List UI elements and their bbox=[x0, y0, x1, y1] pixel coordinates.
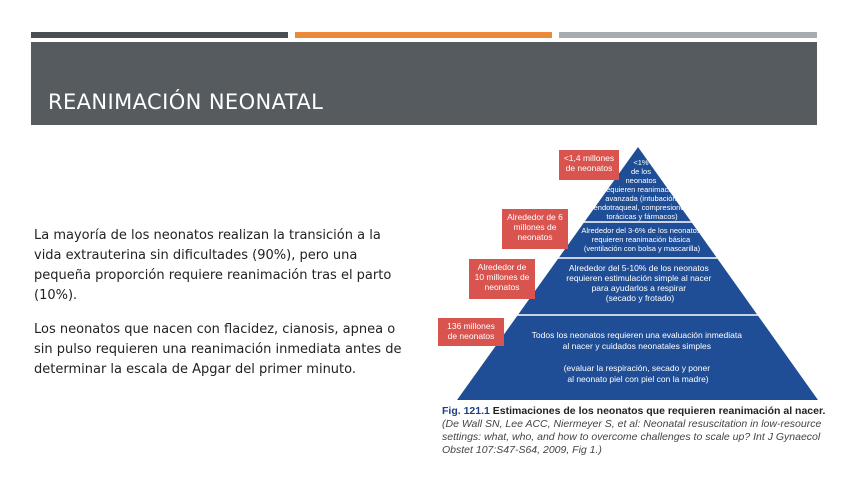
pyramid-level-2: Alrededor del 3-6% de los neonatos requieren reanimación básica (ventilación con bolsa y mascarilla) bbox=[581, 226, 701, 253]
pyramid-figure bbox=[438, 145, 838, 415]
tag-level-4: 136 millones de neonatos bbox=[438, 318, 504, 346]
paragraph-transition: La mayoría de los neonatos realizan la transición a la vida extrauterina sin dificultades (90%), pero una pequeña proporción requiere reanimación tras el parto (10%). bbox=[34, 228, 392, 303]
tag-level-1: <1,4 millones de neonatos bbox=[559, 150, 619, 180]
paragraph-immediate-resuscitation: Los neonatos que nacen con flacidez, cianosis, apnea o sin pulso requieren una reanimación inmediata antes de determinar la escala de Apgar del primer minuto. bbox=[34, 322, 402, 377]
pyramid-level-1: <1% de los neonatos requieren reanimación avanzada (intubación endotraqueal, compresiones torácicas y fármacos) bbox=[593, 158, 689, 221]
top-accent-bar-dark bbox=[31, 32, 288, 38]
caption-number: Fig. 121.1 bbox=[442, 405, 490, 417]
tag-level-3: Alrededor de 10 millones de neonatos bbox=[469, 259, 535, 299]
pyramid-level-4: Todos los neonatos requieren una evaluación inmediata al nacer y cuidados neonatales simples (evaluar la respiración, secado y poner al neonato piel con piel con la madre) bbox=[531, 330, 742, 384]
figure-caption bbox=[442, 405, 834, 457]
caption-citation: (De Wall SN, Lee ACC, Niermeyer S, et al: Neonatal resuscitation in low-resource settings: what, who, and how to overcome challenges to scale up? Int J Gynaecol Obstet 107:S47-S64, 2009, Fig 1.) bbox=[442, 418, 822, 456]
title-banner bbox=[31, 42, 817, 125]
caption-title: Estimaciones de los neonatos que requieren reanimación al nacer. bbox=[492, 405, 826, 417]
tag-level-2: Alrededor de 6 millones de neonatos bbox=[502, 209, 568, 249]
top-accent-bar-orange bbox=[295, 32, 552, 38]
slide-title: REANIMACIÓN NEONATAL bbox=[48, 90, 324, 114]
top-accent-bar-gray bbox=[559, 32, 817, 38]
pyramid-level-3: Alrededor del 5-10% de los neonatos requieren estimulación simple al nacer para ayudarlos a respirar (secado y frotado) bbox=[566, 263, 712, 303]
